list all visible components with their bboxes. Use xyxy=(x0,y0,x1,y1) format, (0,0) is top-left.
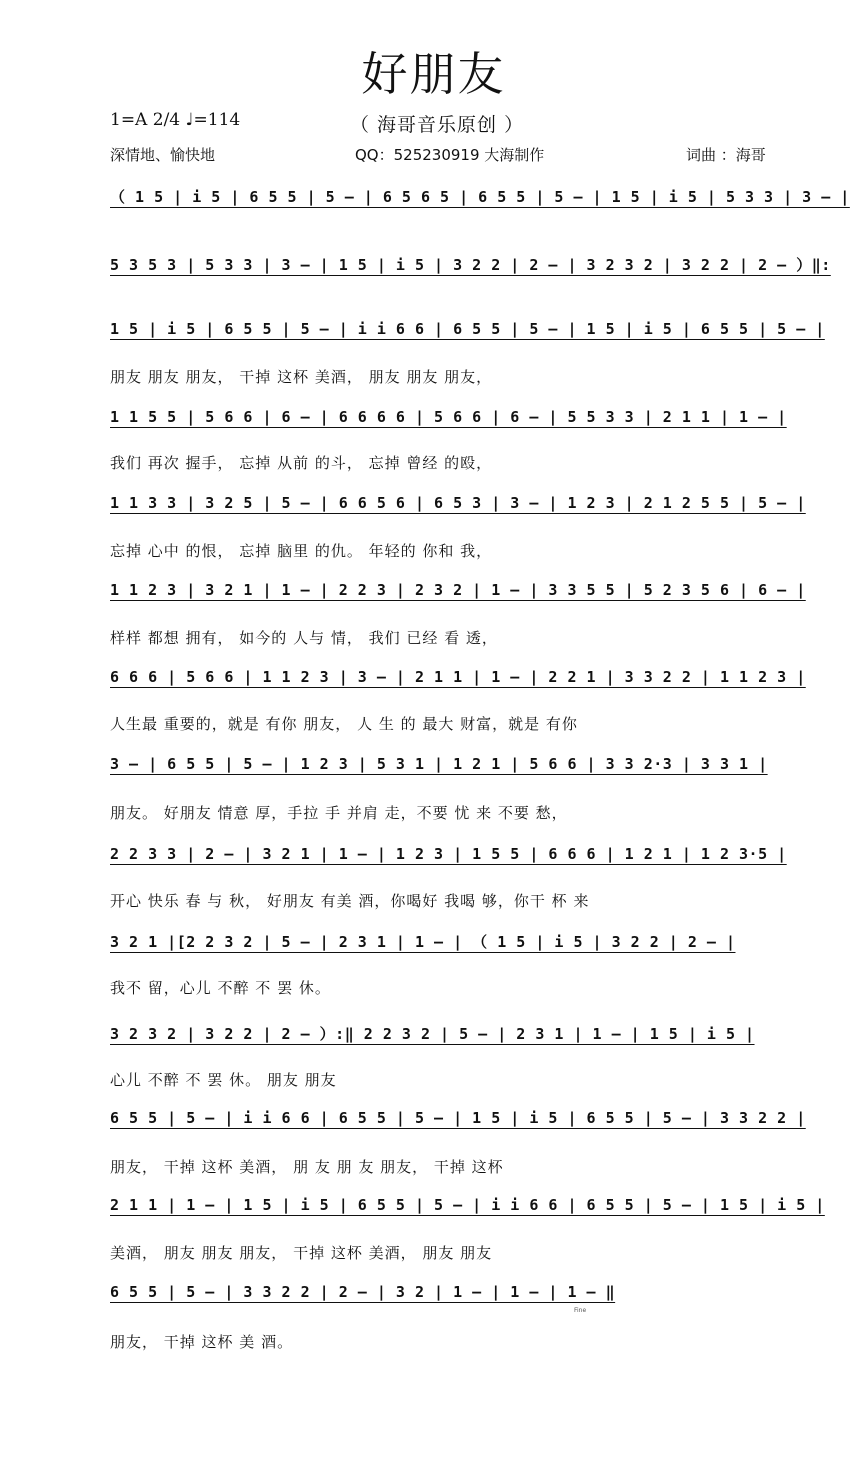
lyric-line: 朋友， 干掉 这杯 美酒， 朋 友 朋 友 朋友， 干掉 这杯 xyxy=(110,1158,504,1176)
contact-info: QQ：525230919 大海制作 xyxy=(355,146,545,164)
credits: 词曲 ：海哥 xyxy=(686,146,766,164)
music-line: 3 2 1 |[2 2 3 2 | 5 — | 2 3 1 | 1 — | （ 1 5 | i 5 | 3 2 2 | 2 — | xyxy=(110,933,736,951)
music-line: 2 1 1 | 1 — | 1 5 | i 5 | 6 5 5 | 5 — | i i 6 6 | 6 5 5 | 5 — | 1 5 | i 5 | xyxy=(110,1196,825,1214)
subtitle: （ 海哥音乐原创 ） xyxy=(350,114,525,136)
lyric-line: 心儿 不醉 不 罢 休。 朋友 朋友 xyxy=(110,1071,337,1089)
lyric-line: 样样 都想 拥有， 如今的 人与 情， 我们 已经 看 透， xyxy=(110,629,498,647)
lyric-line: 开心 快乐 春 与 秋， 好朋友 有美 酒，你喝好 我喝 够，你干 杯 来 xyxy=(110,892,590,910)
lyric-line: 朋友。 好朋友 情意 厚，手拉 手 并肩 走，不要 忧 来 不要 愁， xyxy=(110,804,568,822)
music-line: 1 1 5 5 | 5 6 6 | 6 — | 6 6 6 6 | 5 6 6 | 6 — | 5 5 3 3 | 2 1 1 | 1 — | xyxy=(110,408,787,426)
music-line: 2 2 3 3 | 2 — | 3 2 1 | 1 — | 1 2 3 | 1 5 5 | 6 6 6 | 1 2 1 | 1 2 3·5 | xyxy=(110,845,787,863)
lyric-line: 忘掉 心中 的恨， 忘掉 脑里 的仇。 年轻的 你和 我， xyxy=(110,542,493,560)
lyric-line: 人生最 重要的，就是 有你 朋友， 人 生 的 最大 财富，就是 有你 xyxy=(110,715,578,733)
lyric-line: 朋友， 干掉 这杯 美 酒。 xyxy=(110,1333,294,1351)
music-line: 1 1 3 3 | 3 2 5 | 5 — | 6 6 5 6 | 6 5 3 | 3 — | 1 2 3 | 2 1 2 5 5 | 5 — | xyxy=(110,494,806,512)
tempo-marking: ♩=114 xyxy=(185,110,241,130)
expression-marking: 深情地、愉快地 xyxy=(110,146,216,164)
lyric-line: 美酒， 朋友 朋友 朋友， 干掉 这杯 美酒， 朋友 朋友 xyxy=(110,1244,493,1262)
music-line: 1 1 2 3 | 3 2 1 | 1 — | 2 2 3 | 2 3 2 | 1 — | 3 3 5 5 | 5 2 3 5 6 | 6 — | xyxy=(110,581,806,599)
music-line: 6 5 5 | 5 — | 3 3 2 2 | 2 — | 3 2 | 1 — | 1 — | 1 — ‖ xyxy=(110,1283,616,1301)
lyric-line: 我们 再次 握手， 忘掉 从前 的斗， 忘掉 曾经 的殴， xyxy=(110,454,493,472)
lyric-line: 朋友 朋友 朋友， 干掉 这杯 美酒， 朋友 朋友 朋友， xyxy=(110,368,493,386)
fine-mark: Fine xyxy=(574,1307,587,1314)
key-time-tempo xyxy=(110,110,240,130)
music-line: 6 5 5 | 5 — | i i 6 6 | 6 5 5 | 5 — | 1 5 | i 5 | 6 5 5 | 5 — | 3 3 2 2 | xyxy=(110,1109,806,1127)
key-signature: 1=A xyxy=(110,110,148,130)
music-line: 5 3 5 3 | 5 3 3 | 3 — | 1 5 | i 5 | 3 2 2 | 2 — | 3 2 3 2 | 3 2 2 | 2 — ）‖: xyxy=(110,256,831,274)
time-signature: 2/4 xyxy=(152,110,181,130)
music-line: 1 5 | i 5 | 6 5 5 | 5 — | i i 6 6 | 6 5 5 | 5 — | 1 5 | i 5 | 6 5 5 | 5 — | xyxy=(110,320,825,338)
music-line: （ 1 5 | i 5 | 6 5 5 | 5 — | 6 5 6 5 | 6 5 5 | 5 — | 1 5 | i 5 | 5 3 3 | 3 — | xyxy=(110,188,850,206)
music-line: 6 6 6 | 5 6 6 | 1 1 2 3 | 3 — | 2 1 1 | 1 — | 2 2 1 | 3 3 2 2 | 1 1 2 3 | xyxy=(110,668,806,686)
lyric-line: 我不 留，心儿 不醉 不 罢 休。 xyxy=(110,979,331,997)
music-line: 3 — | 6 5 5 | 5 — | 1 2 3 | 5 3 1 | 1 2 1 | 5 6 6 | 3 3 2·3 | 3 3 1 | xyxy=(110,755,768,773)
music-line: 3 2 3 2 | 3 2 2 | 2 — ）:‖ 2 2 3 2 | 5 — | 2 3 1 | 1 — | 1 5 | i 5 | xyxy=(110,1025,755,1043)
song-title: 好朋友 xyxy=(361,47,506,101)
